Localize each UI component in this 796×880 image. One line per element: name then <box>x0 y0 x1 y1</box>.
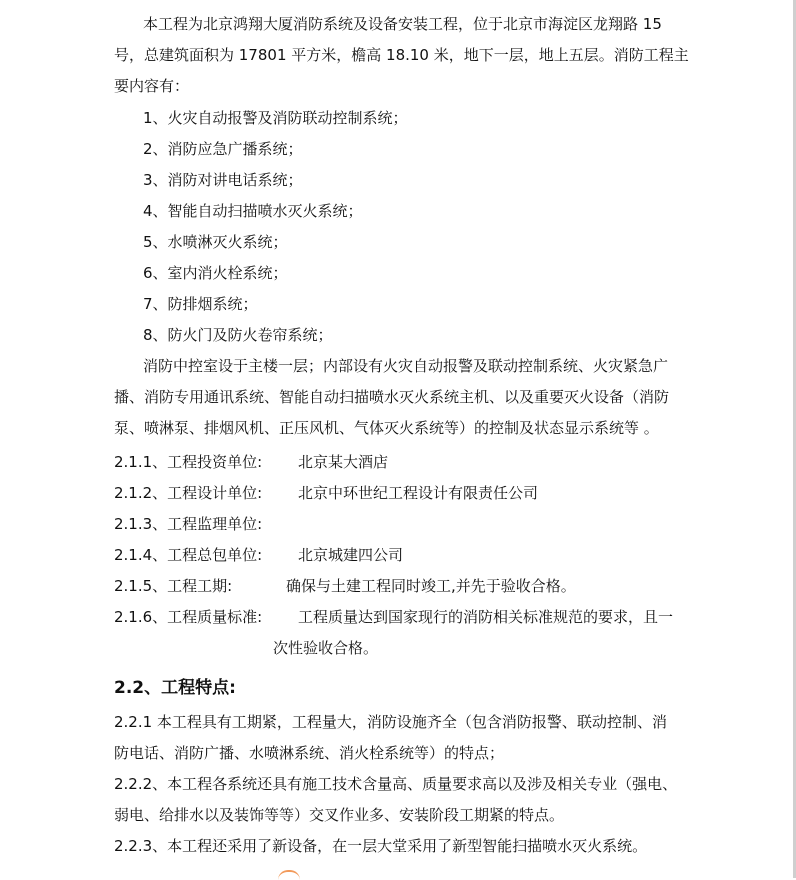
section-heading: 2.2、工程特点: <box>114 678 236 698</box>
info-value: 北京某大酒店 <box>298 453 389 471</box>
feature-2-2-1-line-1: 2.2.1 本工程具有工期紧，工程量大，消防设施齐全（包含消防报警、联动控制、消 <box>114 713 667 731</box>
info-value: 北京城建四公司 <box>298 546 404 564</box>
intro-line-1: 本工程为北京鸿翔大厦消防系统及设备安装工程，位于北京市海淀区龙翔路 15 <box>143 15 662 33</box>
info-label: 2.1.1、工程投资单位: <box>114 453 263 471</box>
decorative-mark <box>278 870 300 880</box>
info-item-designer <box>114 483 714 503</box>
feature-2-2-1-line-2: 防电话、消防广播、水喷淋系统、消火栓系统等）的特点； <box>114 744 505 762</box>
info-label: 2.1.5、工程工期: <box>114 577 233 595</box>
info-label: 2.1.4、工程总包单位: <box>114 546 263 564</box>
info-label: 2.1.6、工程质量标准: <box>114 608 263 626</box>
info-item-supervisor <box>114 514 714 534</box>
intro-line-2: 号，总建筑面积为 17801 平方米，檐高 18.10 米，地下一层，地上五层。消防工程主 <box>114 46 689 64</box>
info-label: 2.1.2、工程设计单位: <box>114 484 263 502</box>
system-item-8: 8、防火门及防火卷帘系统； <box>143 326 333 344</box>
feature-2-2-2-line-1: 2.2.2、本工程各系统还具有施工技术含量高、质量要求高以及涉及相关专业（强电、 <box>114 775 678 793</box>
system-item-3: 3、消防对讲电话系统； <box>143 171 303 189</box>
feature-2-2-2-line-2: 弱电、给排水以及装饰等等）交叉作业多、安装阶段工期紧的特点。 <box>114 806 565 824</box>
info-value-continuation: 次性验收合格。 <box>273 639 379 657</box>
system-item-5: 5、水喷淋灭火系统； <box>143 233 288 251</box>
system-item-1: 1、火灾自动报警及消防联动控制系统； <box>143 109 408 127</box>
info-item-quality <box>114 607 714 627</box>
control-room-line-1: 消防中控室设于主楼一层；内部设有火灾自动报警及联动控制系统、火灾紧急广 <box>143 357 669 375</box>
intro-line-3: 要内容有： <box>114 77 190 95</box>
control-room-line-3: 泵、喷淋泵、排烟风机、正压风机、气体灭火系统等）的控制及状态显示系统等 。 <box>114 419 659 437</box>
info-value: 北京中环世纪工程设计有限责任公司 <box>298 484 539 502</box>
system-item-4: 4、智能自动扫描喷水灭火系统； <box>143 202 363 220</box>
system-item-7: 7、防排烟系统； <box>143 295 258 313</box>
system-item-6: 6、室内消火栓系统； <box>143 264 288 282</box>
control-room-line-2: 播、消防专用通讯系统、智能自动扫描喷水灭火系统主机、以及重要灭火设备（消防 <box>114 388 670 406</box>
feature-2-2-3-line-1: 2.2.3、本工程还采用了新设备，在一层大堂采用了新型智能扫描喷水灭火系统。 <box>114 837 648 855</box>
info-item-schedule <box>114 576 714 596</box>
info-value: 工程质量达到国家现行的消防相关标准规范的要求，且一 <box>298 608 674 626</box>
info-item-contractor <box>114 545 714 565</box>
system-item-2: 2、消防应急广播系统； <box>143 140 303 158</box>
info-item-investor <box>114 452 714 472</box>
info-label: 2.1.3、工程监理单位: <box>114 515 263 533</box>
info-value: 确保与土建工程同时竣工,并先于验收合格。 <box>286 577 576 595</box>
